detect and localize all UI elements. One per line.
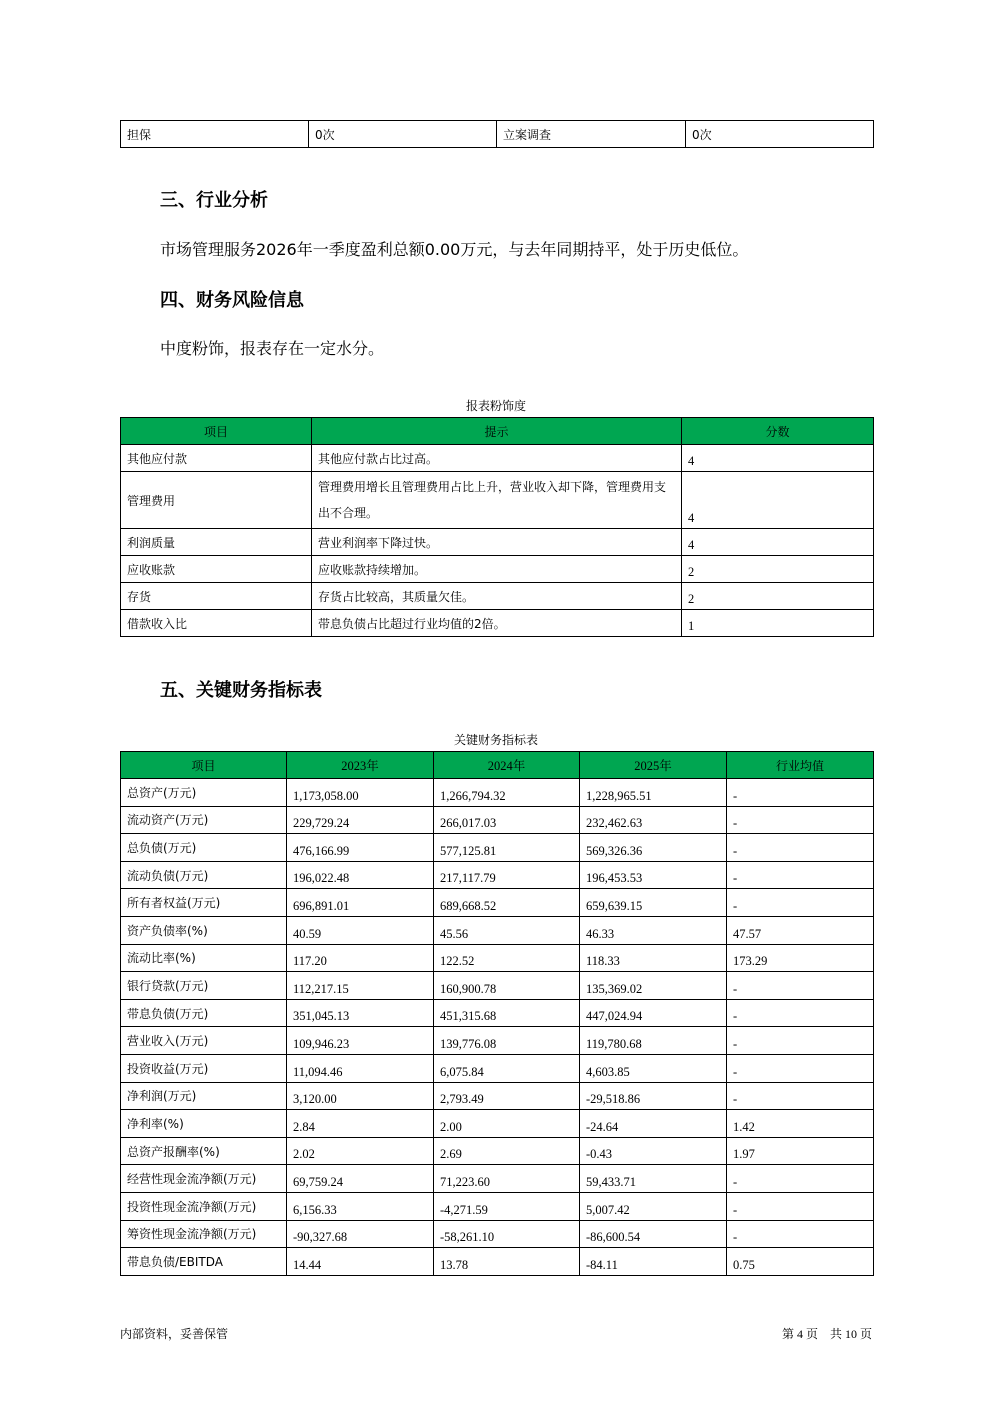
fin-item-cell: 经营性现金流净额(万元) bbox=[121, 1165, 287, 1193]
fin-industry-avg-cell: - bbox=[727, 999, 874, 1027]
fin-2025-cell: 196,453.53 bbox=[580, 861, 727, 889]
fin-industry-avg-cell: 47.57 bbox=[727, 916, 874, 944]
risk-item-cell: 存货 bbox=[121, 583, 312, 610]
risk-table-row bbox=[121, 529, 874, 556]
fin-2023-cell: 117.20 bbox=[287, 944, 434, 972]
investigation-value: 0次 bbox=[686, 121, 874, 148]
section5-heading: 五、关键财务指标表 bbox=[160, 680, 322, 701]
fin-table-row bbox=[121, 1110, 874, 1138]
fin-industry-avg-cell: - bbox=[727, 1220, 874, 1248]
fin-table-row bbox=[121, 861, 874, 889]
risk-hint-cell: 存货占比较高，其质量欠佳。 bbox=[312, 583, 682, 610]
fin-item-cell: 带息负债/EBITDA bbox=[121, 1248, 287, 1276]
fin-2025-cell: 46.33 bbox=[580, 916, 727, 944]
fin-2024-cell: 689,668.52 bbox=[434, 889, 580, 917]
fin-industry-avg-cell: - bbox=[727, 806, 874, 834]
fin-item-cell: 流动负债(万元) bbox=[121, 861, 287, 889]
fin-item-cell: 净利率(%) bbox=[121, 1110, 287, 1138]
financial-indicator-table bbox=[120, 751, 874, 1276]
fin-2024-cell: -4,271.59 bbox=[434, 1192, 580, 1220]
fin-header-item: 项目 bbox=[121, 752, 287, 779]
fin-2025-cell: 232,462.63 bbox=[580, 806, 727, 834]
section4-text: 中度粉饰，报表存在一定水分。 bbox=[160, 339, 385, 358]
risk-score-cell: 4 bbox=[682, 529, 874, 556]
fin-item-cell: 净利润(万元) bbox=[121, 1082, 287, 1110]
risk-header-hint: 提示 bbox=[312, 418, 682, 445]
fin-2025-cell: 119,780.68 bbox=[580, 1027, 727, 1055]
fin-2024-cell: 2.00 bbox=[434, 1110, 580, 1138]
fin-industry-avg-cell: - bbox=[727, 779, 874, 807]
fin-2025-cell: 135,369.02 bbox=[580, 972, 727, 1000]
fin-2024-cell: -58,261.10 bbox=[434, 1220, 580, 1248]
risk-score-cell: 1 bbox=[682, 610, 874, 637]
footer-page-number: 第 4 页 共 10 页 bbox=[781, 1327, 872, 1341]
fin-item-cell: 投资性现金流净额(万元) bbox=[121, 1192, 287, 1220]
risk-item-cell: 借款收入比 bbox=[121, 610, 312, 637]
fin-header-industry-avg: 行业均值 bbox=[727, 752, 874, 779]
risk-hint-cell: 带息负债占比超过行业均值的2倍。 bbox=[312, 610, 682, 637]
fin-2025-cell: 5,007.42 bbox=[580, 1192, 727, 1220]
guarantee-label: 担保 bbox=[121, 121, 309, 148]
fin-item-cell: 带息负债(万元) bbox=[121, 999, 287, 1027]
risk-table bbox=[120, 417, 874, 637]
risk-score-cell: 2 bbox=[682, 583, 874, 610]
risk-score-cell: 4 bbox=[682, 472, 874, 529]
fin-2023-cell: 109,946.23 bbox=[287, 1027, 434, 1055]
fin-2023-cell: 351,045.13 bbox=[287, 999, 434, 1027]
fin-2023-cell: 69,759.24 bbox=[287, 1165, 434, 1193]
fin-2025-cell: 447,024.94 bbox=[580, 999, 727, 1027]
fin-header-2024: 2024年 bbox=[434, 752, 580, 779]
risk-header-score: 分数 bbox=[682, 418, 874, 445]
risk-table-row bbox=[121, 472, 874, 529]
fin-2025-cell: 4,603.85 bbox=[580, 1054, 727, 1082]
risk-table-row bbox=[121, 556, 874, 583]
fin-table-row bbox=[121, 889, 874, 917]
risk-table-row bbox=[121, 583, 874, 610]
risk-hint-cell: 营业利润率下降过快。 bbox=[312, 529, 682, 556]
fin-2024-cell: 71,223.60 bbox=[434, 1165, 580, 1193]
risk-header-item: 项目 bbox=[121, 418, 312, 445]
fin-table-row bbox=[121, 1165, 874, 1193]
investigation-label: 立案调查 bbox=[497, 121, 686, 148]
fin-table-row bbox=[121, 1027, 874, 1055]
fin-industry-avg-cell: 1.97 bbox=[727, 1137, 874, 1165]
fin-table-row bbox=[121, 1054, 874, 1082]
fin-table-row bbox=[121, 1137, 874, 1165]
fin-item-cell: 资产负债率(%) bbox=[121, 916, 287, 944]
section3-heading: 三、行业分析 bbox=[160, 190, 268, 211]
fin-table-row bbox=[121, 999, 874, 1027]
fin-2023-cell: 112,217.15 bbox=[287, 972, 434, 1000]
fin-header-2025: 2025年 bbox=[580, 752, 727, 779]
fin-2025-cell: -24.64 bbox=[580, 1110, 727, 1138]
fin-table-row bbox=[121, 1248, 874, 1276]
fin-table-row bbox=[121, 1082, 874, 1110]
fin-2024-cell: 1,266,794.32 bbox=[434, 779, 580, 807]
fin-2024-cell: 139,776.08 bbox=[434, 1027, 580, 1055]
risk-item-cell: 应收账款 bbox=[121, 556, 312, 583]
fin-table-caption: 关键财务指标表 bbox=[453, 733, 538, 747]
fin-2024-cell: 451,315.68 bbox=[434, 999, 580, 1027]
fin-item-cell: 流动资产(万元) bbox=[121, 806, 287, 834]
footer-confidential: 内部资料，妥善保管 bbox=[120, 1327, 229, 1341]
fin-2025-cell: -84.11 bbox=[580, 1248, 727, 1276]
fin-item-cell: 银行贷款(万元) bbox=[121, 972, 287, 1000]
fin-2025-cell: 569,326.36 bbox=[580, 834, 727, 862]
section3-text: 市场管理服务2026年一季度盈利总额0.00万元，与去年同期持平，处于历史低位。 bbox=[160, 240, 749, 259]
risk-hint-cell: 应收账款持续增加。 bbox=[312, 556, 682, 583]
fin-2023-cell: 696,891.01 bbox=[287, 889, 434, 917]
risk-table-row bbox=[121, 445, 874, 472]
fin-industry-avg-cell: - bbox=[727, 834, 874, 862]
fin-2025-cell: 1,228,965.51 bbox=[580, 779, 727, 807]
fin-2023-cell: 1,173,058.00 bbox=[287, 779, 434, 807]
fin-2024-cell: 577,125.81 bbox=[434, 834, 580, 862]
fin-2025-cell: 659,639.15 bbox=[580, 889, 727, 917]
fin-industry-avg-cell: - bbox=[727, 1165, 874, 1193]
fin-2024-cell: 122.52 bbox=[434, 944, 580, 972]
fin-2024-cell: 217,117.79 bbox=[434, 861, 580, 889]
fin-industry-avg-cell: - bbox=[727, 861, 874, 889]
fin-industry-avg-cell: 173.29 bbox=[727, 944, 874, 972]
fin-header-2023: 2023年 bbox=[287, 752, 434, 779]
risk-hint-cell: 其他应付款占比过高。 bbox=[312, 445, 682, 472]
fin-2023-cell: 11,094.46 bbox=[287, 1054, 434, 1082]
fin-industry-avg-cell: - bbox=[727, 889, 874, 917]
fin-2025-cell: 118.33 bbox=[580, 944, 727, 972]
fin-2023-cell: 2.84 bbox=[287, 1110, 434, 1138]
risk-item-cell: 其他应付款 bbox=[121, 445, 312, 472]
risk-item-cell: 利润质量 bbox=[121, 529, 312, 556]
fin-industry-avg-cell: 1.42 bbox=[727, 1110, 874, 1138]
fin-industry-avg-cell: - bbox=[727, 1082, 874, 1110]
risk-score-cell: 2 bbox=[682, 556, 874, 583]
fin-2024-cell: 2.69 bbox=[434, 1137, 580, 1165]
fin-industry-avg-cell: - bbox=[727, 972, 874, 1000]
fin-2023-cell: 6,156.33 bbox=[287, 1192, 434, 1220]
fin-2025-cell: -86,600.54 bbox=[580, 1220, 727, 1248]
fin-2024-cell: 2,793.49 bbox=[434, 1082, 580, 1110]
fin-2024-cell: 13.78 bbox=[434, 1248, 580, 1276]
fin-2025-cell: -29,518.86 bbox=[580, 1082, 727, 1110]
fin-2023-cell: 3,120.00 bbox=[287, 1082, 434, 1110]
fin-2025-cell: -0.43 bbox=[580, 1137, 727, 1165]
top-info-table bbox=[120, 120, 874, 148]
fin-industry-avg-cell: - bbox=[727, 1192, 874, 1220]
fin-item-cell: 所有者权益(万元) bbox=[121, 889, 287, 917]
fin-item-cell: 营业收入(万元) bbox=[121, 1027, 287, 1055]
fin-2023-cell: 476,166.99 bbox=[287, 834, 434, 862]
fin-industry-avg-cell: - bbox=[727, 1054, 874, 1082]
section4-heading: 四、财务风险信息 bbox=[160, 290, 304, 311]
risk-hint-cell: 管理费用增长且管理费用占比上升，营业收入却下降，管理费用支出不合理。 bbox=[312, 472, 682, 529]
fin-2024-cell: 266,017.03 bbox=[434, 806, 580, 834]
fin-2023-cell: 2.02 bbox=[287, 1137, 434, 1165]
fin-table-row bbox=[121, 779, 874, 807]
fin-item-cell: 投资收益(万元) bbox=[121, 1054, 287, 1082]
fin-industry-avg-cell: 0.75 bbox=[727, 1248, 874, 1276]
fin-table-row bbox=[121, 1220, 874, 1248]
fin-table-row bbox=[121, 806, 874, 834]
risk-table-caption: 报表粉饰度 bbox=[465, 399, 526, 413]
fin-table-row bbox=[121, 972, 874, 1000]
fin-table-row bbox=[121, 916, 874, 944]
fin-item-cell: 总资产报酬率(%) bbox=[121, 1137, 287, 1165]
risk-table-row bbox=[121, 610, 874, 637]
fin-2023-cell: 40.59 bbox=[287, 916, 434, 944]
risk-item-cell: 管理费用 bbox=[121, 472, 312, 529]
fin-2025-cell: 59,433.71 bbox=[580, 1165, 727, 1193]
fin-table-row bbox=[121, 834, 874, 862]
fin-table-row bbox=[121, 944, 874, 972]
fin-2023-cell: 14.44 bbox=[287, 1248, 434, 1276]
fin-industry-avg-cell: - bbox=[727, 1027, 874, 1055]
fin-2024-cell: 45.56 bbox=[434, 916, 580, 944]
fin-2024-cell: 160,900.78 bbox=[434, 972, 580, 1000]
risk-score-cell: 4 bbox=[682, 445, 874, 472]
fin-2023-cell: 229,729.24 bbox=[287, 806, 434, 834]
fin-2024-cell: 6,075.84 bbox=[434, 1054, 580, 1082]
fin-item-cell: 总负债(万元) bbox=[121, 834, 287, 862]
fin-table-row bbox=[121, 1192, 874, 1220]
fin-item-cell: 筹资性现金流净额(万元) bbox=[121, 1220, 287, 1248]
fin-item-cell: 流动比率(%) bbox=[121, 944, 287, 972]
guarantee-value: 0次 bbox=[309, 121, 497, 148]
fin-2023-cell: -90,327.68 bbox=[287, 1220, 434, 1248]
fin-2023-cell: 196,022.48 bbox=[287, 861, 434, 889]
fin-item-cell: 总资产(万元) bbox=[121, 779, 287, 807]
